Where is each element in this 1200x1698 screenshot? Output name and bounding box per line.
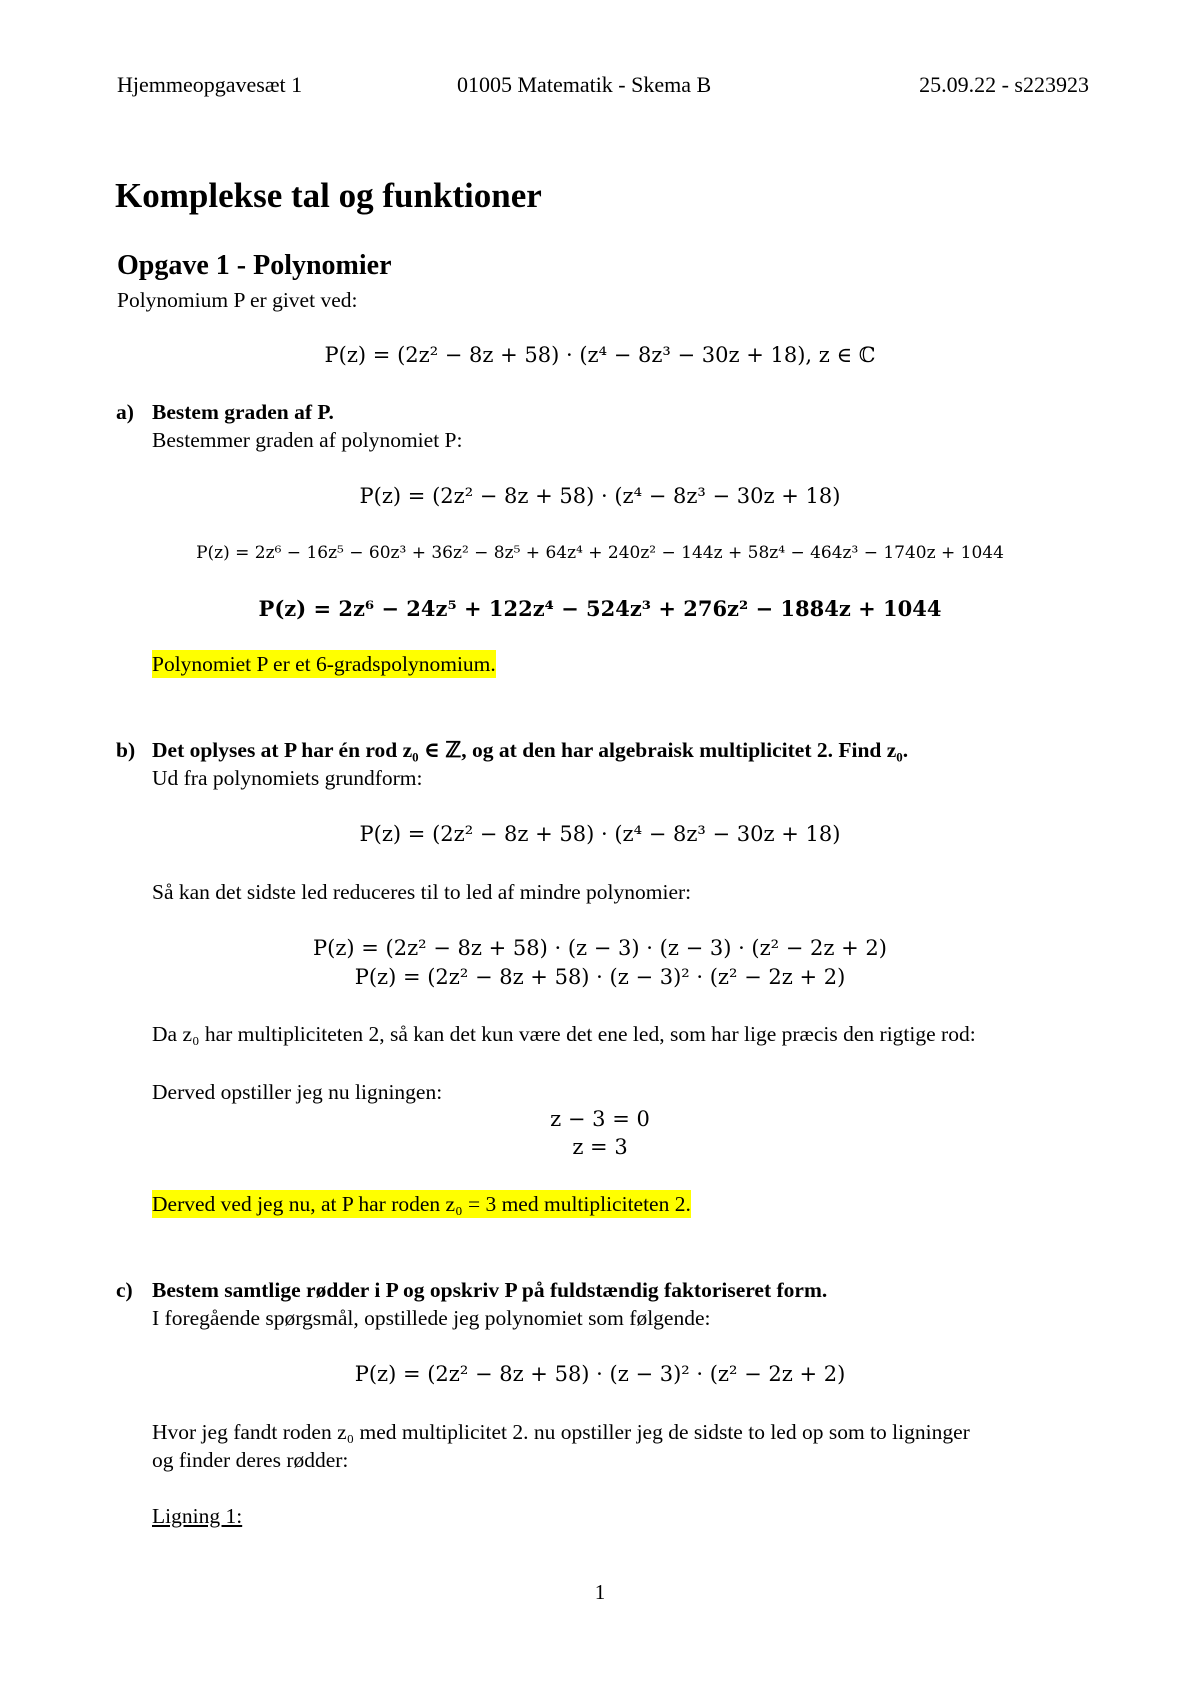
part-b-equation-5: z = 3	[572, 1135, 628, 1159]
part-b-answer-highlight: Derved ved jeg nu, at P har roden z₀ = 3 med multipliciteten 2.	[152, 1192, 691, 1216]
part-a-equation-2: P(z) = 2z⁶ − 16z⁵ − 60z³ + 36z² − 8z⁵ + 64z⁴ + 240z² − 144z + 58z⁴ − 464z³ − 1740z + 1044	[196, 543, 1004, 563]
part-b-equation-2: P(z) = (2z² − 8z + 58) · (z − 3) · (z − 3) · (z² − 2z + 2)	[313, 936, 887, 960]
header-center: 01005 Matematik - Skema B	[457, 72, 712, 97]
part-c-text-2a: Hvor jeg fandt roden z₀ med multiplicitet 2. nu opstiller jeg de sidste to led op som to ligninger	[152, 1420, 970, 1444]
document-title: Komplekse tal og funktioner	[115, 176, 542, 215]
part-b-equation-4: z − 3 = 0	[550, 1107, 650, 1131]
part-a-label: a)	[116, 400, 134, 424]
part-a-answer	[152, 652, 496, 677]
part-c-label: c)	[116, 1278, 133, 1302]
part-b-text-3: Da z₀ har multipliciteten 2, så kan det kun være det ene led, som har lige præcis den rigtige rod:	[152, 1022, 976, 1046]
part-b-text-1: Ud fra polynomiets grundform:	[152, 766, 423, 790]
part-b-question: Det oplyses at P har én rod z₀ ∈ ℤ, og at den har algebraisk multiplicitet 2. Find z₀.	[152, 738, 909, 762]
part-b-answer	[152, 1192, 691, 1217]
part-c-text-1: I foregående spørgsmål, opstillede jeg polynomiet som følgende:	[152, 1306, 711, 1330]
part-a-answer-highlight: Polynomiet P er et 6-gradspolynomium.	[152, 652, 496, 676]
section-intro: Polynomium P er givet ved:	[117, 288, 358, 312]
part-c-subheading: Ligning 1:	[152, 1504, 243, 1528]
part-b-text-4: Derved opstiller jeg nu ligningen:	[152, 1080, 443, 1104]
polynomial-definition: P(z) = (2z² − 8z + 58) · (z⁴ − 8z³ − 30z + 18), z ∈ ℂ	[324, 343, 876, 367]
part-c-equation-1: P(z) = (2z² − 8z + 58) · (z − 3)² · (z² − 2z + 2)	[354, 1362, 846, 1386]
part-a-equation-3: P(z) = 2z⁶ − 24z⁵ + 122z⁴ − 524z³ + 276z² − 1884z + 1044	[258, 596, 942, 621]
part-b-equation-1: P(z) = (2z² − 8z + 58) · (z⁴ − 8z³ − 30z + 18)	[359, 822, 841, 846]
part-b-text-2: Så kan det sidste led reduceres til to led af mindre polynomier:	[152, 880, 692, 904]
part-a-equation-1: P(z) = (2z² − 8z + 58) · (z⁴ − 8z³ − 30z + 18)	[359, 484, 841, 508]
part-c-text-2b: og finder deres rødder:	[152, 1448, 349, 1472]
part-b-label: b)	[116, 738, 136, 762]
part-a-question: Bestem graden af P.	[152, 400, 334, 424]
page-number: 1	[594, 1580, 606, 1604]
part-b-equation-3: P(z) = (2z² − 8z + 58) · (z − 3)² · (z² − 2z + 2)	[354, 965, 846, 989]
part-c-question: Bestem samtlige rødder i P og opskriv P på fuldstændig faktoriseret form.	[152, 1278, 828, 1302]
header-right: 25.09.22 - s223923	[919, 72, 1089, 97]
part-a-text: Bestemmer graden af polynomiet P:	[152, 428, 463, 452]
header-left: Hjemmeopgavesæt 1	[117, 72, 303, 97]
section-title: Opgave 1 - Polynomier	[117, 250, 392, 281]
